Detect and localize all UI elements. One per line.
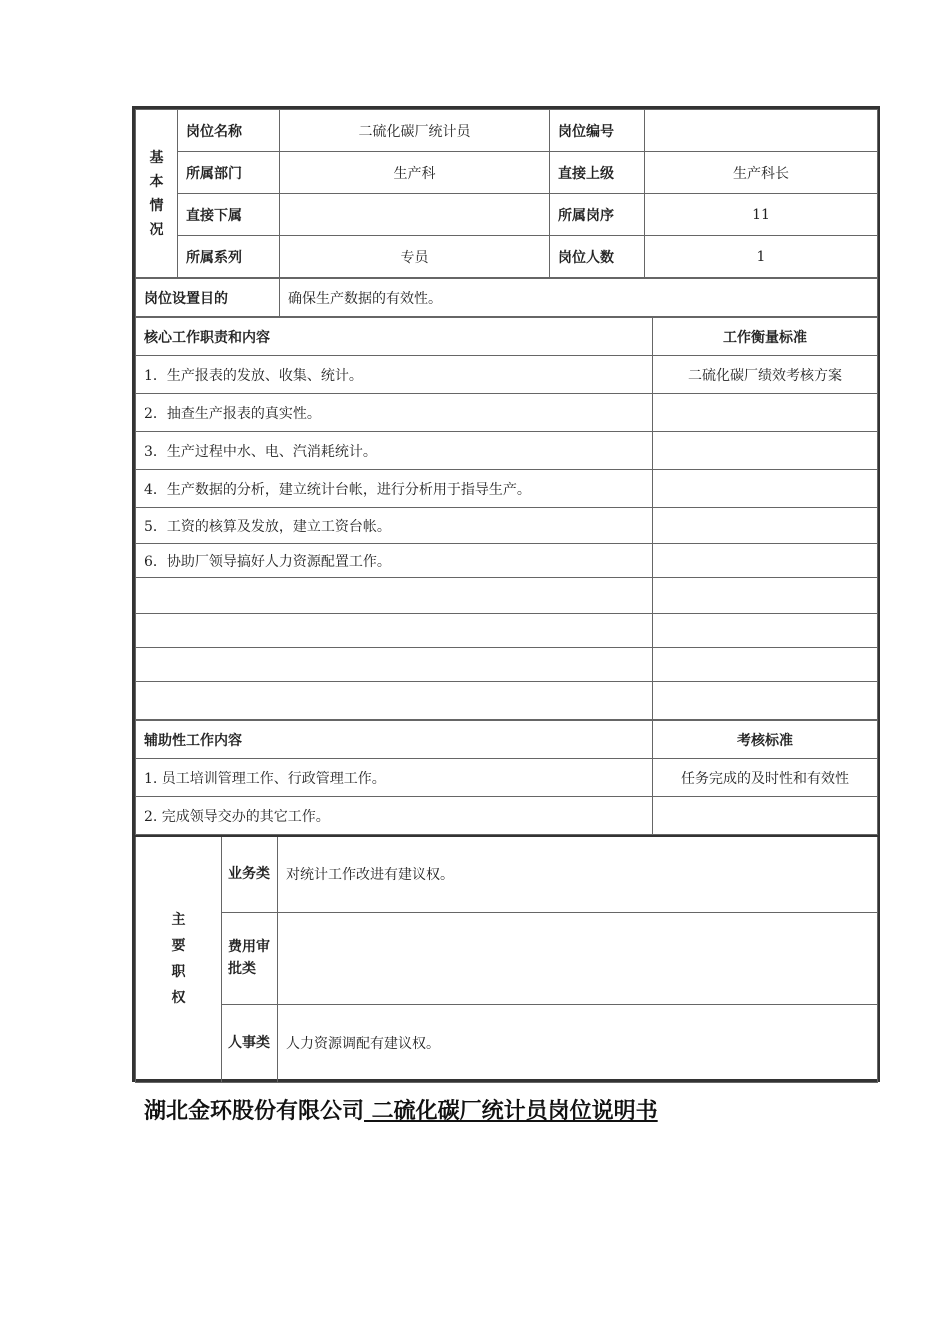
empty-cell <box>653 797 878 835</box>
aux-item: 1. 员工培训管理工作、行政管理工作。 <box>136 759 653 797</box>
empty-cell <box>653 432 878 470</box>
empty-cell <box>136 648 653 682</box>
document-footer-title <box>144 1094 658 1125</box>
core-standard: 二硫化碳厂绩效考核方案 <box>653 356 878 394</box>
authority-section-label: 主要职权 <box>136 836 222 1082</box>
core-duties-table <box>135 317 878 720</box>
label-supervisor: 直接上级 <box>550 152 645 194</box>
label-series: 所属系列 <box>178 236 280 278</box>
core-item: 3．生产过程中水、电、汽消耗统计。 <box>136 432 653 470</box>
authority-value: 对统计工作改进有建议权。 <box>278 836 878 912</box>
core-standard-header: 工作衡量标准 <box>653 318 878 356</box>
core-item: 1．生产报表的发放、收集、统计。 <box>136 356 653 394</box>
core-item: 6．协助厂领导搞好人力资源配置工作。 <box>136 544 653 578</box>
empty-cell <box>136 614 653 648</box>
value-job-code <box>645 110 878 152</box>
empty-cell <box>653 648 878 682</box>
empty-cell <box>653 394 878 432</box>
document-title: 二硫化碳厂统计员岗位说明书 <box>364 1099 658 1124</box>
label-job-name: 岗位名称 <box>178 110 280 152</box>
label-headcount: 岗位人数 <box>550 236 645 278</box>
label-job-code: 岗位编号 <box>550 110 645 152</box>
empty-cell <box>653 508 878 544</box>
authority-label: 人事类 <box>222 1004 278 1082</box>
label-job-rank: 所属岗序 <box>550 194 645 236</box>
authority-value <box>278 912 878 1004</box>
purpose-label: 岗位设置目的 <box>136 279 280 317</box>
core-item: 4．生产数据的分析，建立统计台帐，进行分析用于指导生产。 <box>136 470 653 508</box>
core-header: 核心工作职责和内容 <box>136 318 653 356</box>
empty-cell <box>136 682 653 720</box>
empty-cell <box>653 614 878 648</box>
aux-header: 辅助性工作内容 <box>136 721 653 759</box>
empty-cell <box>653 682 878 720</box>
aux-item: 2. 完成领导交办的其它工作。 <box>136 797 653 835</box>
empty-cell <box>653 544 878 578</box>
value-job-rank: 11 <box>645 194 878 236</box>
company-name: 湖北金环股份有限公司 <box>144 1099 365 1124</box>
value-supervisor: 生产科长 <box>645 152 878 194</box>
empty-cell <box>653 470 878 508</box>
value-subordinates <box>280 194 550 236</box>
authority-value: 人力资源调配有建议权。 <box>278 1004 878 1082</box>
core-item: 5．工资的核算及发放，建立工资台帐。 <box>136 508 653 544</box>
value-job-name: 二硫化碳厂统计员 <box>280 110 550 152</box>
authority-label: 费用审批类 <box>222 912 278 1004</box>
aux-duties-table <box>135 720 878 835</box>
label-subordinates: 直接下属 <box>178 194 280 236</box>
value-series: 专员 <box>280 236 550 278</box>
job-description-form <box>132 106 880 1082</box>
authority-label: 业务类 <box>222 836 278 912</box>
basic-info-table <box>135 109 878 278</box>
value-department: 生产科 <box>280 152 550 194</box>
aux-standard-header: 考核标准 <box>653 721 878 759</box>
empty-cell <box>136 578 653 614</box>
value-headcount: 1 <box>645 236 878 278</box>
basic-section-label: 基本情况 <box>136 110 178 278</box>
empty-cell <box>653 578 878 614</box>
purpose-table <box>135 278 878 317</box>
aux-standard: 任务完成的及时性和有效性 <box>653 759 878 797</box>
authority-table <box>135 835 878 1083</box>
core-item: 2．抽查生产报表的真实性。 <box>136 394 653 432</box>
label-department: 所属部门 <box>178 152 280 194</box>
purpose-value: 确保生产数据的有效性。 <box>280 279 878 317</box>
